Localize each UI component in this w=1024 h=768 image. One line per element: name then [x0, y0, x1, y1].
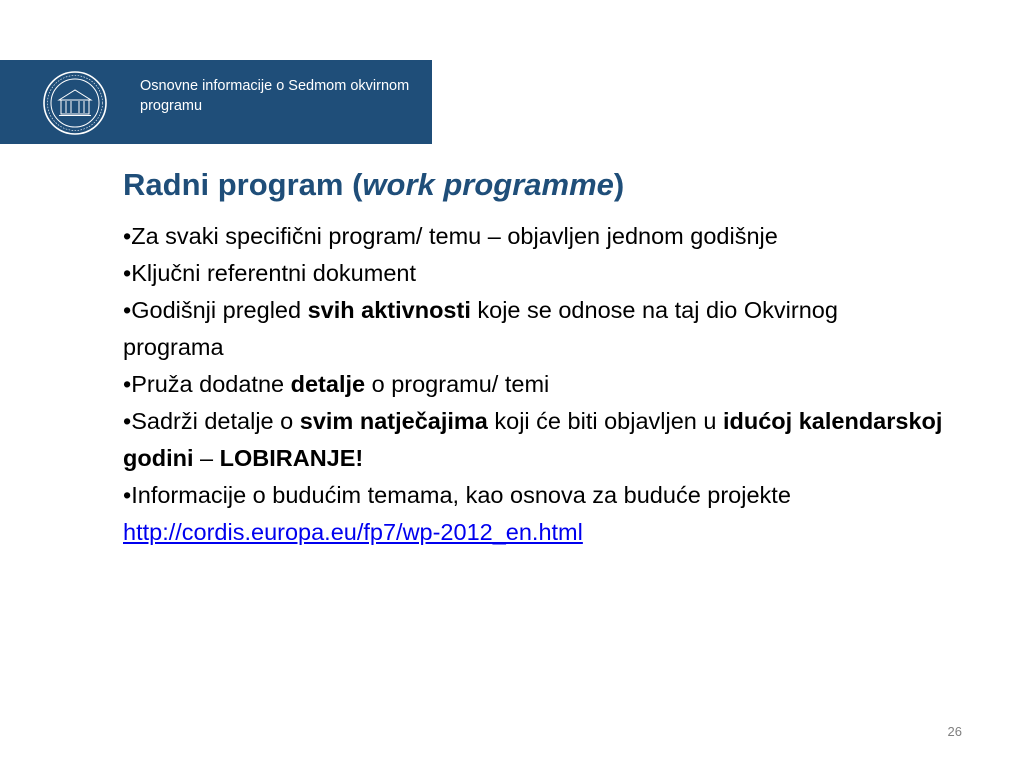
bullet-text: •Godišnji pregled — [123, 297, 308, 323]
bullet-text: •Pruža dodatne — [123, 371, 291, 397]
bullet-text: koje se odnose na taj dio Okvirnog programa — [123, 297, 838, 360]
presentation-title: Osnovne informacije o Sedmom okvirnom programu — [140, 78, 410, 114]
slide-title-main: Radni program ( — [123, 167, 363, 202]
bullet-item — [123, 366, 943, 403]
bullet-emphasis: idućoj kalendarskoj godini — [123, 408, 943, 471]
bullet-text: – — [193, 445, 220, 471]
bullet-item — [123, 477, 943, 514]
bullet-emphasis: LOBIRANJE! — [219, 445, 364, 471]
slide-title-italic: work programme — [362, 167, 614, 202]
bullet-text: •Sadrži detalje o — [123, 408, 300, 434]
bullet-emphasis: detalje — [290, 371, 366, 397]
bullet-text: •Informacije o budućim temama, kao osnova za buduće projekte — [123, 482, 791, 508]
bullet-item — [123, 292, 943, 366]
bullet-text: o programu/ temi — [365, 371, 550, 397]
page-number: 26 — [947, 724, 962, 739]
header-band — [0, 60, 432, 144]
bullet-item — [123, 403, 943, 477]
link-line — [123, 514, 943, 551]
slide-title — [123, 165, 624, 205]
cordis-link[interactable]: http://cordis.europa.eu/fp7/wp-2012_en.html — [123, 519, 583, 545]
bullet-text: •Ključni referentni dokument — [123, 260, 416, 286]
slide-title-close: ) — [613, 167, 625, 202]
bullet-item — [123, 255, 943, 292]
bullet-text: koji će biti objavljen u — [487, 408, 723, 434]
bullet-item — [123, 218, 943, 255]
university-seal-icon — [42, 70, 108, 136]
slide-body — [123, 218, 943, 551]
bullet-emphasis: svih aktivnosti — [307, 297, 471, 323]
bullet-text: •Za svaki specifični program/ temu – objavljen jednom godišnje — [123, 223, 778, 249]
bullet-emphasis: svim natječajima — [299, 408, 488, 434]
